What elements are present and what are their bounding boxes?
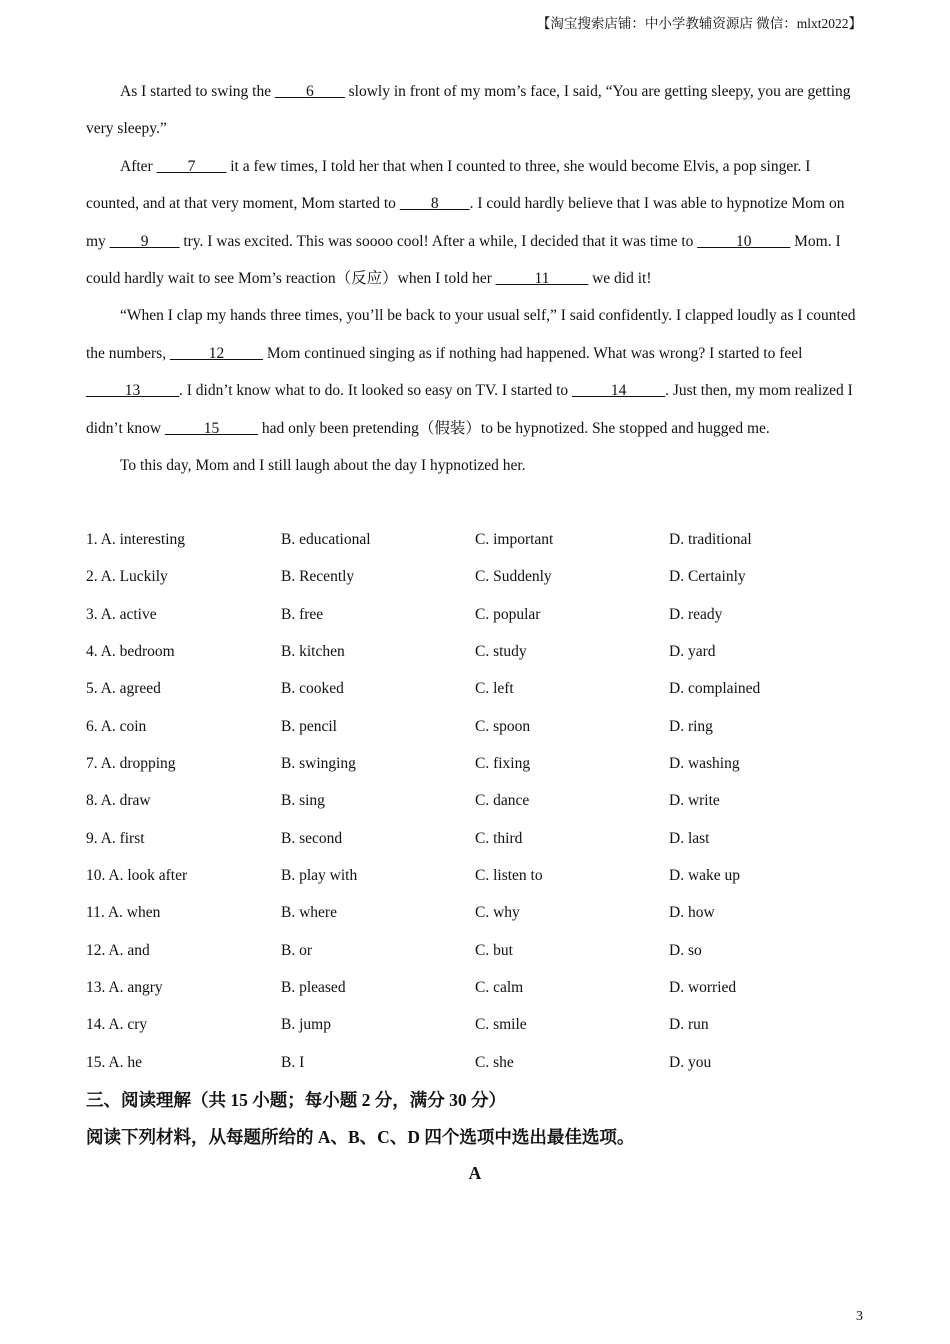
option-d: D. ring (669, 717, 713, 735)
blank-12: _____12_____ (169, 344, 263, 362)
blank-10: _____10_____ (697, 232, 791, 250)
option-c: C. third (475, 829, 523, 847)
option-d: D. how (669, 904, 715, 922)
option-d: D. yard (669, 643, 716, 661)
passage-text: it a few times, I told her that when I counted to three, she would become Elvis, a pop singer. I counted, and at that very moment, Mom started to (86, 157, 811, 213)
option-a: 11. A. when (86, 904, 161, 922)
option-a: 6. A. coin (86, 717, 147, 735)
page-header: 【淘宝搜索店铺：中小学教辅资源店 微信：mlxt2022】 (536, 16, 862, 31)
paragraph-4: To this day, Mom and I still laugh about the day I hypnotized her. (120, 457, 526, 475)
passage-text: Mom. I could hardly wait to see Mom’s reaction（反应）when I told her (86, 232, 841, 288)
passage-text: Mom continued singing as if nothing had happened. What was wrong? I started to feel (262, 344, 803, 362)
option-c: C. left (475, 680, 514, 698)
option-c: C. dance (475, 792, 530, 810)
passage-text: we did it! (588, 270, 652, 288)
cloze-passage (86, 73, 860, 484)
blank-14: _____14_____ (572, 382, 666, 400)
option-d: D. you (669, 1053, 712, 1071)
option-a: 14. A. cry (86, 1016, 148, 1034)
option-c: C. listen to (475, 867, 543, 885)
option-a: 2. A. Luckily (86, 568, 168, 586)
option-d: D. complained (669, 680, 761, 698)
option-b: B. pleased (281, 979, 346, 997)
option-b: B. where (281, 904, 337, 922)
option-c: C. important (475, 531, 554, 548)
option-b: B. swinging (281, 755, 356, 773)
passage-text: After (120, 157, 157, 175)
option-b: B. or (281, 941, 312, 959)
option-b: B. sing (281, 792, 325, 810)
blank-15: _____15_____ (164, 419, 258, 437)
passage-text: try. I was excited. This was soooo cool! After a while, I decided that it was time to (179, 232, 698, 250)
option-b: B. educational (281, 531, 371, 548)
option-a: 13. A. angry (86, 979, 163, 997)
passage-text: As I started to swing the (120, 83, 275, 100)
option-c: C. she (475, 1053, 514, 1071)
option-row (86, 596, 866, 633)
blank-6: ____6____ (274, 83, 345, 100)
paragraph-2 (86, 148, 860, 298)
option-d: D. run (669, 1016, 709, 1034)
option-c: C. calm (475, 979, 524, 997)
passage-text: “When I clap my hands three times, you’ll be back to your usual self,” I said confidently. I clapped loudly as I counted the numbers, (86, 307, 856, 362)
passage-letter: A (468, 1163, 482, 1183)
option-d: D. write (669, 792, 720, 810)
option-b: B. jump (281, 1016, 331, 1034)
option-b: B. kitchen (281, 643, 345, 661)
option-c: C. why (475, 904, 520, 922)
passage-text: . I could hardly believe that I was able to hypnotize Mom on my (86, 195, 845, 250)
blank-13: _____13_____ (86, 382, 179, 400)
option-c: C. smile (475, 1016, 527, 1034)
option-a: 4. A. bedroom (86, 643, 175, 661)
answer-options (86, 521, 866, 1081)
page-number: 3 (856, 1309, 863, 1324)
option-row (86, 894, 866, 931)
option-c: C. Suddenly (475, 568, 552, 586)
section-title: 三、阅读理解（共 15 小题；每小题 2 分，满分 30 分） (86, 1090, 506, 1110)
option-b: B. cooked (281, 680, 344, 698)
option-a: 8. A. draw (86, 792, 151, 810)
option-d: D. washing (669, 755, 740, 773)
option-c: C. spoon (475, 717, 531, 735)
option-row (86, 820, 866, 857)
option-a: 12. A. and (86, 941, 150, 959)
option-b: B. free (281, 605, 324, 623)
option-d: D. Certainly (669, 568, 746, 586)
option-b: B. pencil (281, 717, 337, 735)
option-row (86, 521, 866, 558)
option-d: D. ready (669, 605, 723, 623)
paragraph-1 (86, 73, 860, 148)
option-row (86, 708, 866, 745)
passage-text: . I didn’t know what to do. It looked so easy on TV. I started to (179, 382, 573, 400)
option-a: 9. A. first (86, 829, 145, 847)
option-d: D. traditional (669, 531, 752, 548)
blank-8: ____8____ (399, 195, 470, 213)
option-b: B. Recently (281, 568, 355, 586)
passage-text: . Just then, my mom realized I didn’t know (86, 382, 853, 437)
option-c: C. fixing (475, 755, 531, 773)
option-d: D. wake up (669, 867, 741, 885)
option-row (86, 558, 866, 595)
option-a: 15. A. he (86, 1053, 142, 1071)
passage-text: slowly in front of my mom’s face, I said, “You are getting sleepy, you are getting very sleepy.” (86, 83, 851, 138)
option-row (86, 969, 866, 1006)
section-instruction: 阅读下列材料，从每题所给的 A、B、C、D 四个选项中选出最佳选项。 (86, 1127, 635, 1147)
option-a: 1. A. interesting (86, 531, 186, 548)
option-row (86, 1006, 866, 1043)
option-row (86, 670, 866, 707)
option-b: B. second (281, 829, 343, 847)
blank-7: ____7____ (156, 157, 227, 175)
option-a: 10. A. look after (86, 867, 188, 885)
blank-9: ____9____ (109, 232, 180, 250)
option-d: D. so (669, 941, 702, 959)
option-d: D. last (669, 829, 710, 847)
passage-text: had only been pretending（假装）to be hypnotized. She stopped and hugged me. (257, 419, 770, 437)
option-b: B. I (281, 1053, 305, 1071)
option-row (86, 745, 866, 782)
option-a: 7. A. dropping (86, 755, 176, 773)
option-row (86, 782, 866, 819)
option-row (86, 932, 866, 969)
option-row (86, 633, 866, 670)
option-c: C. study (475, 643, 527, 661)
option-a: 5. A. agreed (86, 680, 161, 698)
option-d: D. worried (669, 979, 737, 997)
blank-11: _____11_____ (495, 270, 589, 288)
option-row (86, 857, 866, 894)
option-c: C. but (475, 941, 513, 959)
option-row (86, 1044, 866, 1081)
option-a: 3. A. active (86, 605, 157, 623)
option-c: C. popular (475, 605, 541, 623)
paragraph-3 (86, 297, 860, 447)
option-b: B. play with (281, 867, 358, 885)
